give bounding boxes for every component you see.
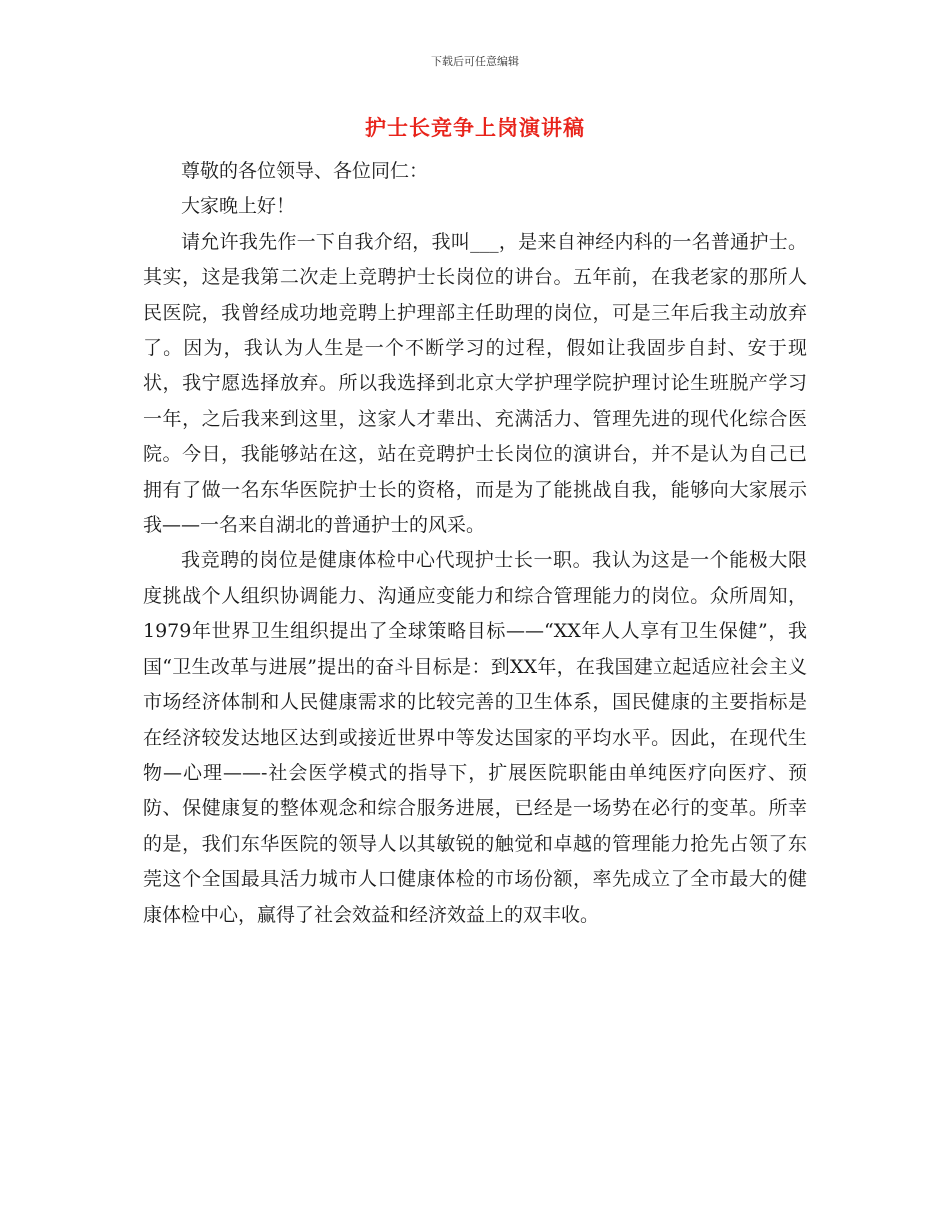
introduction-paragraph: 请允许我先作一下自我介绍，我叫___，是来自神经内科的一名普通护士。其实，这是我第二次走上竞聘护士长岗位的讲台。五年前，在我老家的那所人民医院，我曾经成功地竞聘上护理部主任助理的岗位，可是三年后我主动放弃了。因为，我认为人生是一个不断学习的过程，假如让我固步自封、安于现状，我宁愿选择放弃。所以我选择到北京大学护理学院护理讨论生班脱产学习一年，之后我来到这里，这家人才辈出、充满活力、管理先进的现代化综合医院。今日，我能够站在这，站在竞聘护士长岗位的演讲台，并不是认为自己已拥有了做一名东华医院护士长的资格，而是为了能挑战自我，能够向大家展示我——一名来自湖北的普通护士的风采。 [143,230,807,537]
position-paragraph: 我竞聘的岗位是健康体检中心代现护士长一职。我认为这是一个能极大限度挑战个人组织协调能力、沟通应变能力和综合管理能力的岗位。众所周知，1979年世界卫生组织提出了全球策略目标——“XX年人人享有卫生保健”，我国“卫生改革与进展”提出的奋斗目标是：到XX年，在我国建立起适应社会主义市场经济体制和人民健康需求的比较完善的卫生体系，国民健康的主要指标是在经济较发达地区达到或接近世界中等发达国家的平均水平。因此，在现代生物—心理——-社会医学模式的指导下，扩展医院职能由单纯医疗向医疗、预防、保健康复的整体观念和综合服务进展，已经是一场势在必行的变革。所幸的是，我们东华医院的领导人以其敏锐的触觉和卓越的管理能力抢先占领了东莞这个全国最具活力城市人口健康体检的市场份额，率先成立了全市最大的健康体检中心，赢得了社会效益和经济效益上的双丰收。 [143,549,807,926]
greeting-paragraph: 大家晚上好！ [181,195,296,218]
document-title: 护士长竞争上岗演讲稿 [365,115,585,140]
page-header-note: 下载后可任意编辑 [431,55,519,68]
document-body [143,154,807,933]
salutation-paragraph: 尊敬的各位领导、各位同仁： [181,160,429,182]
